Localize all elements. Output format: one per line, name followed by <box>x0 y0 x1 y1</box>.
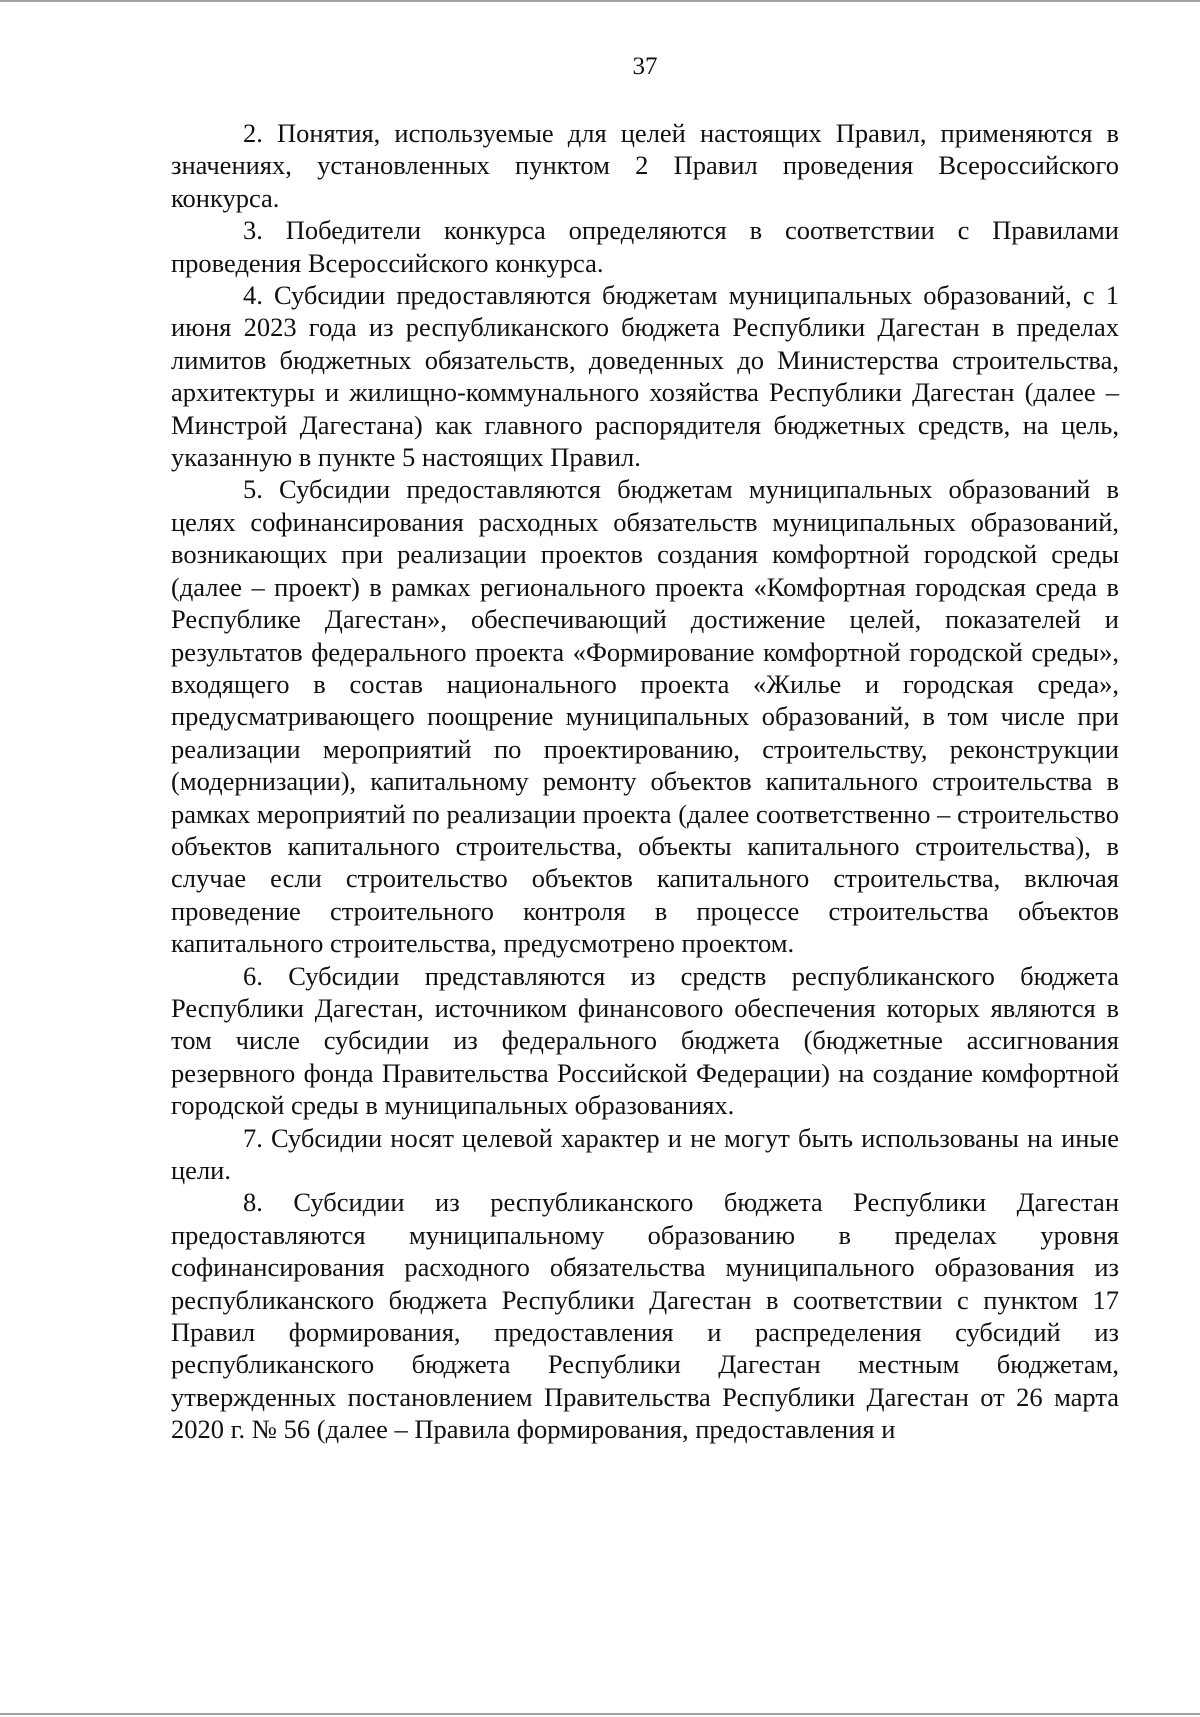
paragraph-8: 8. Субсидии из республиканского бюджета Республики Дагестан предоставляются муниципальному образованию в пределах уровня софинансирования расходного обязательства муниципального образования из республиканского бюджета Республики Дагестан в соответствии с пунктом 17 Правил формирования, предоставления и распределения субсидий из республиканского бюджета Республики Дагестан местным бюджетам, утвержденных постановлением Правительства Республики Дагестан от 26 марта 2020 г. № 56 (далее – Правила формирования, предоставления и <box>171 1187 1119 1445</box>
page-number: 37 <box>632 53 658 80</box>
scan-edge-top <box>0 0 1200 2</box>
paragraph-4: 4. Субсидии предоставляются бюджетам муниципальных образований, с 1 июня 2023 года из республиканского бюджета Республики Дагестан в пределах лимитов бюджетных обязательств, доведенных до Министерства строительства, архитектуры и жилищно-коммунального хозяйства Республики Дагестан (далее – Минстрой Дагестана) как главного распорядителя бюджетных средств, на цель, указанную в пункте 5 настоящих Правил. <box>171 280 1119 473</box>
paragraph-6: 6. Субсидии представляются из средств республиканского бюджета Республики Дагестан, источником финансового обеспечения которых являются в том числе субсидии из федерального бюджета (бюджетные ассигнования резервного фонда Правительства Российской Федерации) на создание комфортной городской среды в муниципальных образованиях. <box>171 960 1119 1121</box>
paragraph-5: 5. Субсидии предоставляются бюджетам муниципальных образований в целях софинансирования расходных обязательств муниципальных образований, возникающих при реализации проектов создания комфортной городской среды (далее – проект) в рамках регионального проекта «Комфортная городская среда в Республике Дагестан», обеспечивающий достижение целей, показателей и результатов федерального проекта «Формирование комфортной городской среды», входящего в состав национального проекта «Жилье и городская среда», предусматривающего поощрение муниципальных образований, в том числе при реализации мероприятий по проектированию, строительству, реконструкции (модернизации), капитальному ремонту объектов капитального строительства в рамках мероприятий по реализации проекта (далее соответственно – строительство объектов капитального строительства, объекты капитального строительства), в случае если строительство объектов капитального строительства, включая проведение строительного контроля в процессе строительства объектов капитального строительства, предусмотрено проектом. <box>171 474 1119 959</box>
paragraph-7: 7. Субсидии носят целевой характер и не могут быть использованы на иные цели. <box>171 1122 1119 1185</box>
paragraph-2: 2. Понятия, используемые для целей настоящих Правил, применяются в значениях, установленных пунктом 2 Правил проведения Всероссийского конкурса. <box>171 118 1119 213</box>
document-body <box>171 117 1119 1446</box>
scan-edge-bottom <box>0 1713 1200 1715</box>
paragraph-3: 3. Победители конкурса определяются в соответствии с Правилами проведения Всероссийского конкурса. <box>171 215 1119 278</box>
